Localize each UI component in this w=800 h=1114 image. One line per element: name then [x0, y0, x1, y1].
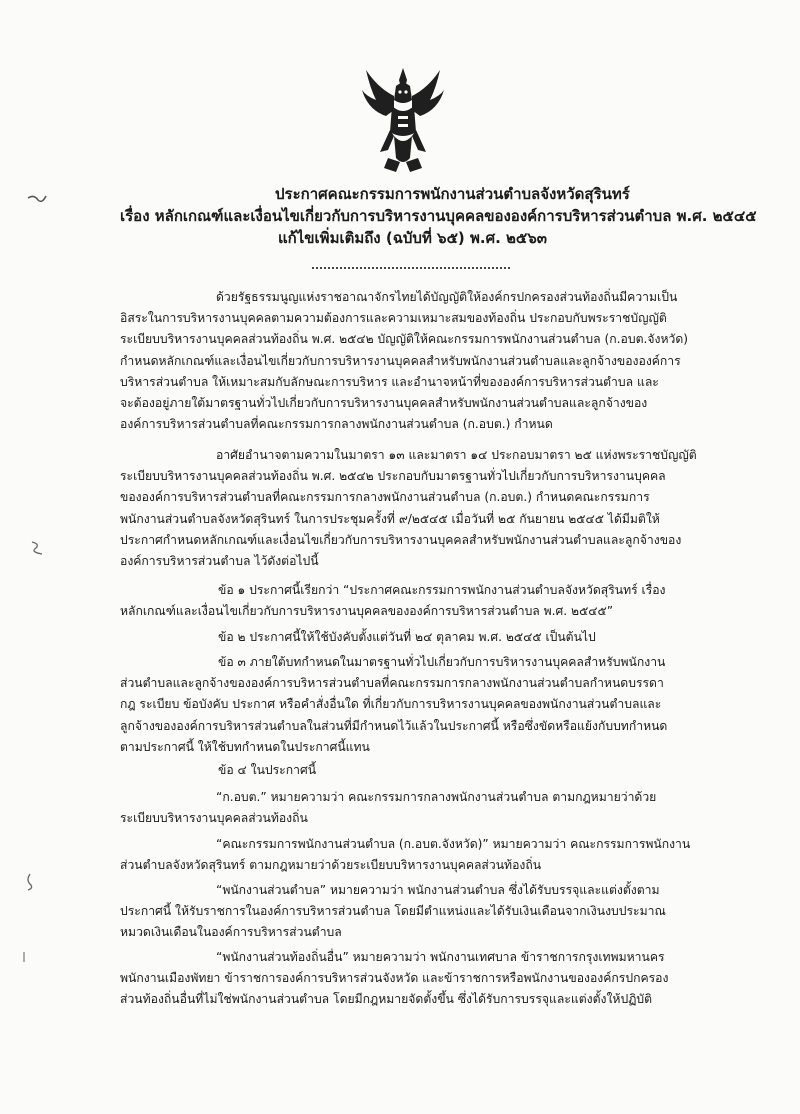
clause-1	[120, 580, 710, 622]
text-line: พนักงานเมืองพัทยา ข้าราชการองค์การบริหารส่วนจังหวัด และข้าราชการหรือพนักงานขององค์กรปกครอง	[120, 971, 669, 986]
text-line: ประกาศกำหนดหลักเกณฑ์และเงื่อนไขเกี่ยวกับการบริหารงานบุคคลสำหรับพนักงานส่วนตำบลและลูกจ้างของ	[120, 532, 682, 547]
text-line: ระเบียบบริหารงานบุคคลส่วนท้องถิ่น พ.ศ. ๒๕๔๒ บัญญัติให้คณะกรรมการพนักงานส่วนตำบล (ก.อบต.จังหวัด)	[120, 332, 688, 347]
header-title: ประกาศคณะกรรมการพนักงานส่วนตำบลจังหวัดสุรินทร์	[275, 185, 630, 203]
text-line: อิสระในการบริหารงานบุคคลตามความต้องการและความเหมาะสมของท้องถิ่น ประกอบกับพระราชบัญญัติ	[120, 311, 667, 326]
text-line: พนักงานส่วนตำบลจังหวัดสุรินทร์ ในการประชุมครั้งที่ ๙/๒๕๔๕ เมื่อวันที่ ๒๕ กันยายน ๒๕๔๕ ได้มีมติให้	[120, 511, 660, 526]
text-line: “พนักงานส่วนท้องถิ่นอื่น” หมายความว่า พนักงานเทศบาล ข้าราชการกรุงเทพมหานคร	[216, 950, 665, 964]
text-line: “พนักงานส่วนตำบล” หมายความว่า พนักงานส่วนตำบล ซึ่งได้รับบรรจุและแต่งตั้งตาม	[216, 883, 660, 897]
definition-other-local-officer	[120, 947, 710, 1011]
paragraph-preamble	[120, 287, 710, 435]
text-line: กำหนดหลักเกณฑ์และเงื่อนไขเกี่ยวกับการบริหารงานบุคคลสำหรับพนักงานส่วนตำบลและลูกจ้างขององค์การ	[120, 353, 681, 368]
document-header	[120, 183, 757, 249]
text-line: องค์การบริหารส่วนตำบลที่คณะกรรมการกลางพนักงานส่วนตำบล (ก.อบต.) กำหนด	[120, 417, 553, 432]
text-line: ข้อ ๔ ในประกาศนี้	[218, 763, 317, 777]
clause-2	[120, 627, 710, 648]
clause-3	[120, 652, 710, 758]
text-line: อาศัยอำนาจตามความในมาตรา ๑๓ และมาตรา ๑๔ ประกอบมาตรา ๒๕ แห่งพระราชบัญญัติ	[216, 448, 697, 462]
definition-subdistrict-officer	[120, 880, 710, 944]
pen-mark-icon	[18, 950, 30, 964]
header-subject: เรื่อง หลักเกณฑ์และเงื่อนไขเกี่ยวกับการบริหารงานบุคคลขององค์การบริหารส่วนตำบล พ.ศ. ๒๕๔๕	[120, 207, 757, 225]
text-line: ระเบียบบริหารงานบุคคลส่วนท้องถิ่น	[120, 811, 308, 826]
garuda-emblem-icon	[360, 66, 446, 174]
text-line: ขององค์การบริหารส่วนตำบลที่คณะกรรมการกลางพนักงานส่วนตำบล (ก.อบต.) กำหนดคณะกรรมการ	[120, 490, 650, 505]
text-line: “คณะกรรมการพนักงานส่วนตำบล (ก.อบต.จังหวัด)” หมายความว่า คณะกรรมการพนักงาน	[216, 837, 691, 851]
text-line: ระเบียบบริหารงานบุคคลส่วนท้องถิ่น พ.ศ. ๒๕๔๒ ประกอบกับมาตรฐานทั่วไปเกี่ยวกับการบริหารงานบุคคล	[120, 469, 666, 484]
text-line: กฎ ระเบียบ ข้อบังคับ ประกาศ หรือคำสั่งอื่นใด ที่เกี่ยวกับการบริหารงานบุคคลของพนักงานส่วนตำบลและ	[120, 697, 662, 712]
pen-mark-icon	[28, 538, 46, 558]
text-line: บริหารส่วนตำบล ให้เหมาะสมกับลักษณะการบริหาร และอำนาจหน้าที่ขององค์การบริหารส่วนตำบล และ	[120, 374, 659, 389]
text-line: ข้อ ๓ ภายใต้บทกำหนดในมาตรฐานทั่วไปเกี่ยวกับการบริหารงานบุคคลสำหรับพนักงาน	[218, 655, 666, 669]
text-line: หมวดเงินเดือนในองค์การบริหารส่วนตำบล	[120, 925, 342, 940]
text-line: หลักเกณฑ์และเงื่อนไขเกี่ยวกับการบริหารงานบุคคลขององค์การบริหารส่วนตำบล พ.ศ. ๒๕๔๕”	[120, 604, 614, 619]
text-line: จะต้องอยู่ภายใต้มาตรฐานทั่วไปเกี่ยวกับการบริหารงานบุคคลสำหรับพนักงานส่วนตำบลและลูกจ้างของ	[120, 395, 648, 410]
text-line: “ก.อบต.” หมายความว่า คณะกรรมการกลางพนักงานส่วนตำบล ตามกฎหมายว่าด้วย	[216, 790, 657, 804]
text-line: ข้อ ๒ ประกาศนี้ให้ใช้บังคับตั้งแต่วันที่ ๒๔ ตุลาคม พ.ศ. ๒๕๔๕ เป็นต้นไป	[218, 630, 596, 644]
text-line: ประกาศนี้ ให้รับราชการในองค์การบริหารส่วนตำบล โดยมีตำแหน่งและได้รับเงินเดือนจากเงินงบประมาณ	[120, 904, 666, 919]
definition-provincial-committee	[120, 834, 710, 876]
text-line: ลูกจ้างขององค์การบริหารส่วนตำบลในส่วนที่มีกำหนดไว้แล้วในประกาศนี้ หรือซึ่งขัดหรือแย้งกับบทกำหนด	[120, 718, 668, 733]
clause-4	[120, 760, 710, 781]
header-amendment: แก้ไขเพิ่มเติมถึง (ฉบับที่ ๖๕) พ.ศ. ๒๕๖๓	[278, 229, 548, 247]
text-line: ส่วนตำบลและลูกจ้างขององค์การบริหารส่วนตำบลที่คณะกรรมการกลางพนักงานส่วนตำบลกำหนดบรรดา	[120, 676, 664, 691]
paragraph-authority	[120, 445, 710, 572]
text-line: ส่วนตำบลจังหวัดสุรินทร์ ตามกฎหมายว่าด้วยระเบียบบริหารงานบุคคลส่วนท้องถิ่น	[120, 858, 542, 873]
definition-ko-obt	[120, 787, 710, 829]
pen-mark-icon	[26, 192, 48, 208]
text-line: ส่วนท้องถิ่นอื่นที่ไม่ใช่พนักงานส่วนตำบล โดยมีกฎหมายจัดตั้งขึ้น ซึ่งได้รับการบรรจุและแต่งตั้งให้ปฏิบัติ	[120, 992, 653, 1007]
text-line: ตามประกาศนี้ ให้ใช้บทกำหนดในประกาศนี้แทน	[120, 739, 370, 754]
dotted-divider	[312, 267, 510, 269]
text-line: องค์การบริหารส่วนตำบล ไว้ดังต่อไปนี้	[120, 553, 319, 568]
text-line: ด้วยรัฐธรรมนูญแห่งราชอาณาจักรไทยได้บัญญัติให้องค์กรปกครองส่วนท้องถิ่นมีความเป็น	[216, 290, 678, 304]
pen-mark-icon	[22, 872, 38, 892]
text-line: ข้อ ๑ ประกาศนี้เรียกว่า “ประกาศคณะกรรมการพนักงานส่วนตำบลจังหวัดสุรินทร์ เรื่อง	[218, 583, 666, 597]
